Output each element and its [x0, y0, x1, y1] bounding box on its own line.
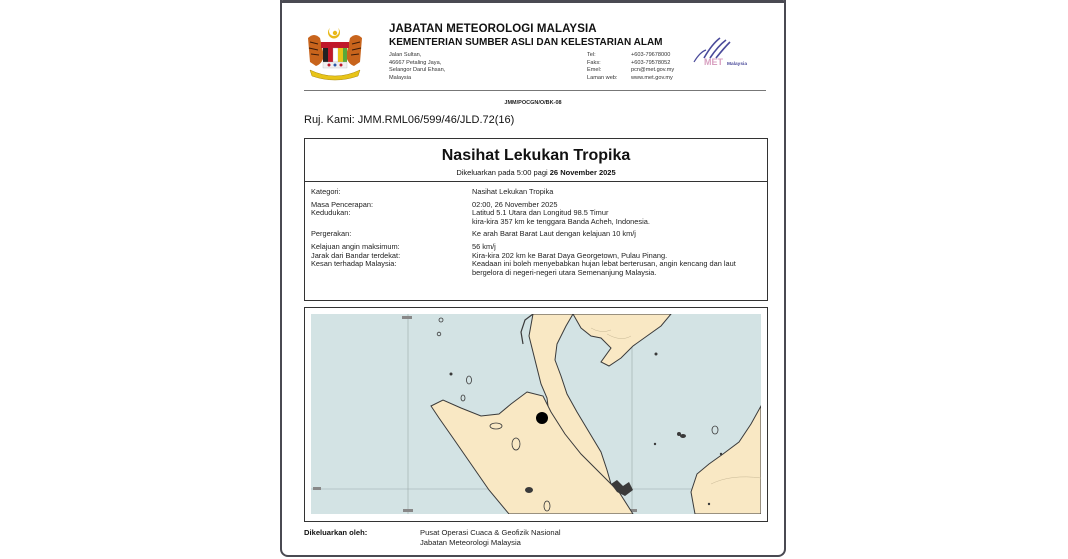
detail-value-line: Kira-kira 202 km ke Barat Daya Georgetown, Pulau Pinang.: [472, 250, 668, 260]
issuer-line: Pusat Operasi Cuaca & Geofizik Nasional: [420, 528, 561, 537]
detail-value-line: Ke arah Barat Barat Laut dengan kelajuan 10 km/j: [472, 229, 636, 239]
detail-label: Kesan terhadap Malaysia:: [311, 259, 397, 269]
detail-row-impact: [311, 260, 767, 277]
detail-label: Pergerakan:: [311, 229, 352, 239]
detail-value: [472, 188, 762, 197]
contact-label: Emel:: [587, 67, 602, 74]
address-line: Malaysia: [389, 74, 412, 81]
contact-row-tel: [587, 52, 674, 60]
detail-label: Kelajuan angin maksimum:: [311, 241, 400, 251]
contact-value: www.met.gov.my: [631, 74, 673, 81]
map-box: [304, 307, 768, 522]
organization-name: JABATAN METEOROLOGI MALAYSIA: [389, 23, 597, 35]
title-box: [304, 138, 768, 182]
contact-row-fax: [587, 60, 674, 68]
issued-by-label: Dikeluarkan oleh:: [304, 528, 368, 537]
header-divider: [304, 90, 766, 91]
issuer-block: [420, 528, 561, 547]
contact-label: Faks:: [587, 59, 601, 66]
svg-text:MET: MET: [704, 57, 723, 67]
detail-row-position: [311, 209, 767, 226]
document-reference-code: JMM/POCGN/O/BK-08: [504, 100, 562, 106]
detail-row-movement: [311, 230, 767, 239]
ministry-name: KEMENTERIAN SUMBER ASLI DAN KELESTARIAN ALAM: [389, 37, 663, 48]
detail-label: Kedudukan:: [311, 208, 351, 218]
detail-value-line: Nasihat Lekukan Tropika: [472, 187, 554, 196]
malaysia-coat-of-arms-icon: [304, 24, 366, 82]
contact-value: pcn@met.gov.my: [631, 67, 675, 74]
detail-row-category: [311, 188, 767, 197]
issuer-line: Jabatan Meteorologi Malaysia: [420, 537, 521, 547]
met-malaysia-logo-icon: [690, 34, 770, 70]
address-line: Selangor Darul Ehsan,: [389, 67, 446, 74]
svg-text:Malaysia: Malaysia: [727, 62, 748, 67]
issued-time: [305, 168, 767, 177]
storm-position-map: [311, 314, 761, 514]
contact-label: Tel:: [587, 52, 596, 58]
advisory-title: Nasihat Lekukan Tropika: [441, 147, 631, 164]
contact-row-website: [587, 75, 674, 83]
issued-date: 26 November 2025: [549, 168, 616, 177]
address-line: 46667 Petaling Jaya,: [389, 59, 442, 66]
our-reference: Ruj. Kami: JMM.RML06/599/46/JLD.72(16): [304, 114, 515, 126]
detail-value: [472, 260, 762, 277]
details-box: [304, 181, 768, 301]
detail-value-line: 56 km/j: [472, 241, 496, 251]
detail-value-line: bergelora di negeri-negeri utara Semenanjung Malaysia.: [472, 267, 657, 277]
advisory-document: [280, 0, 786, 557]
contact-label: Laman web:: [587, 74, 618, 81]
detail-value: [472, 209, 762, 226]
detail-value-line: kira-kira 357 km ke tenggara Banda Acheh, Indonesia.: [472, 216, 650, 226]
detail-value-line: Latitud 5.1 Utara dan Longitud 98.5 Timur: [472, 208, 609, 218]
detail-label: Kategori:: [311, 187, 341, 196]
storm-position-marker: [536, 412, 548, 424]
address-block: [389, 52, 445, 82]
detail-value-line: 02:00, 26 November 2025: [472, 199, 558, 209]
contact-row-email: [587, 67, 674, 75]
contact-value: +603-79578052: [631, 59, 671, 66]
address-line: Jalan Sultan,: [389, 52, 422, 58]
detail-value-line: Keadaan ini boleh menyebabkan hujan lebat berterusan, angin kencang dan laut: [472, 259, 736, 269]
detail-label: Jarak dari Bandar terdekat:: [311, 250, 401, 260]
contact-value: +603-79678000: [631, 52, 671, 58]
issued-prefix: Dikeluarkan pada 5:00 pagi: [456, 168, 548, 177]
detail-label: Masa Pencerapan:: [311, 199, 374, 209]
contact-block: [587, 52, 674, 82]
detail-value: [472, 230, 762, 239]
